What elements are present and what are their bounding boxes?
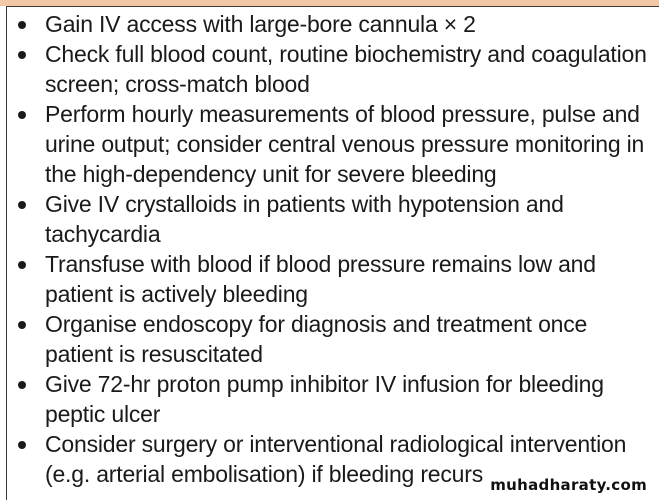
bullet-icon (18, 51, 26, 59)
list-item (18, 309, 648, 369)
bullet-icon (18, 111, 26, 119)
bullet-icon (18, 261, 26, 269)
list-item (18, 99, 648, 189)
bullet-icon (18, 201, 26, 209)
bullet-icon (18, 381, 26, 389)
list-item (18, 189, 648, 249)
bullet-icon (18, 441, 26, 449)
list-item-text: Give 72-hr proton pump inhibitor IV infusion for bleeding peptic ulcer (45, 371, 604, 427)
management-bullet-list (18, 9, 648, 489)
bullet-icon (18, 321, 26, 329)
list-item-text: Consider surgery or interventional radiological intervention (e.g. arterial embolisation) if bleeding recurs (45, 431, 627, 487)
list-item-text: Perform hourly measurements of blood pressure, pulse and urine output; consider central venous pressure monitoring in the high-dependency unit for severe bleeding (45, 101, 645, 187)
list-item (18, 39, 648, 99)
list-item-text: Check full blood count, routine biochemistry and coagulation screen; cross-match blood (45, 41, 647, 97)
list-item-text: Gain IV access with large-bore cannula × 2 (45, 11, 476, 37)
site-watermark: muhadharaty.com (490, 476, 647, 494)
list-item-text: Transfuse with blood if blood pressure remains low and patient is actively bleeding (45, 251, 596, 307)
list-item-text: Give IV crystalloids in patients with hypotension and tachycardia (45, 191, 564, 247)
bullet-icon (18, 21, 26, 29)
list-item (18, 369, 648, 429)
list-item (18, 9, 648, 39)
list-item (18, 249, 648, 309)
list-item-text: Organise endoscopy for diagnosis and treatment once patient is resuscitated (45, 311, 588, 367)
